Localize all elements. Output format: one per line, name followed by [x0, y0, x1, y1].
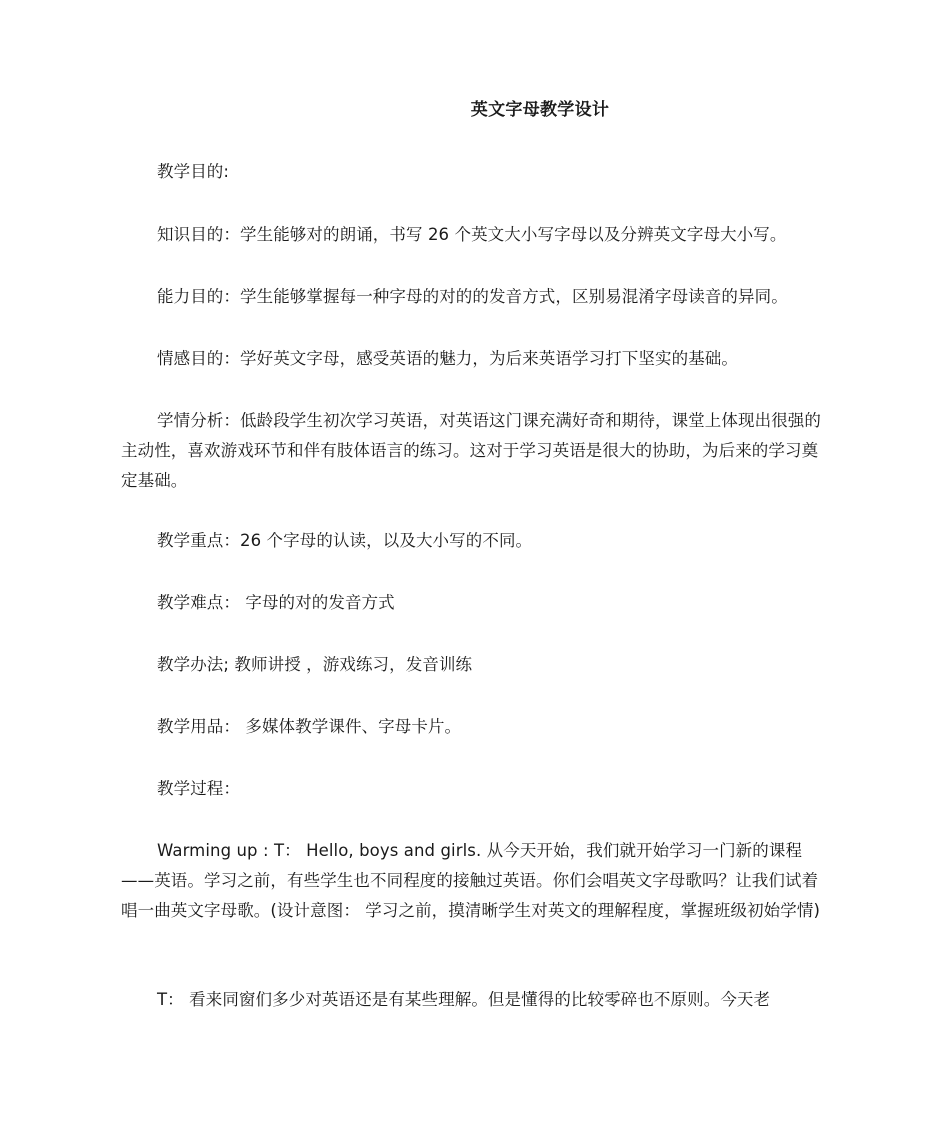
paragraph-learner-analysis: 学情分析：低龄段学生初次学习英语，对英语这门课充满好奇和期待，课堂上体现出很强的主动性，喜欢游戏环节和伴有肢体语言的练习。这对于学习英语是很大的协助，为后来的学习奠定基础。 — [121, 411, 821, 490]
paragraph-emotion-goal: 情感目的：学好英文字母，感受英语的魅力，为后来英语学习打下坚实的基础。 — [157, 349, 738, 368]
paragraph-difficult-points: 教学难点： 字母的对的发音方式 — [157, 593, 395, 612]
paragraph-teacher-talk: T： 看来同窗们多少对英语还是有某些理解。但是懂得的比较零碎也不原则。今天老 — [157, 990, 771, 1009]
paragraph-teaching-methods: 教学办法; 教师讲授 ，游戏练习，发音训练 — [157, 655, 473, 674]
paragraph-teaching-aids: 教学用品： 多媒体教学课件、字母卡片。 — [157, 717, 462, 736]
paragraph-teaching-process: 教学过程： — [157, 779, 240, 798]
paragraph-warming-up: Warming up : T： Hello, boys and girls. 从今天开始，我们就开始学习一门新的课程——英语。学习之前，有些学生也不同程度的接触过英语。你们会唱英文字母歌吗？让我们试着唱一曲英文字母歌。(设计意图： 学习之前，摸清晰学生对英文的理解程度，掌握班级初始学情) — [121, 841, 821, 920]
document-title: 英文字母教学设计 — [470, 100, 610, 120]
paragraph-teaching-goal: 教学目的: — [157, 162, 230, 181]
paragraph-ability-goal: 能力目的：学生能够掌握每一种字母的对的的发音方式，区别易混淆字母读音的异同。 — [157, 287, 788, 306]
paragraph-knowledge-goal: 知识目的：学生能够对的朗诵，书写 26 个英文大小写字母以及分辨英文字母大小写。 — [157, 225, 787, 244]
paragraph-key-points: 教学重点：26 个字母的认读，以及大小写的不同。 — [157, 531, 533, 550]
